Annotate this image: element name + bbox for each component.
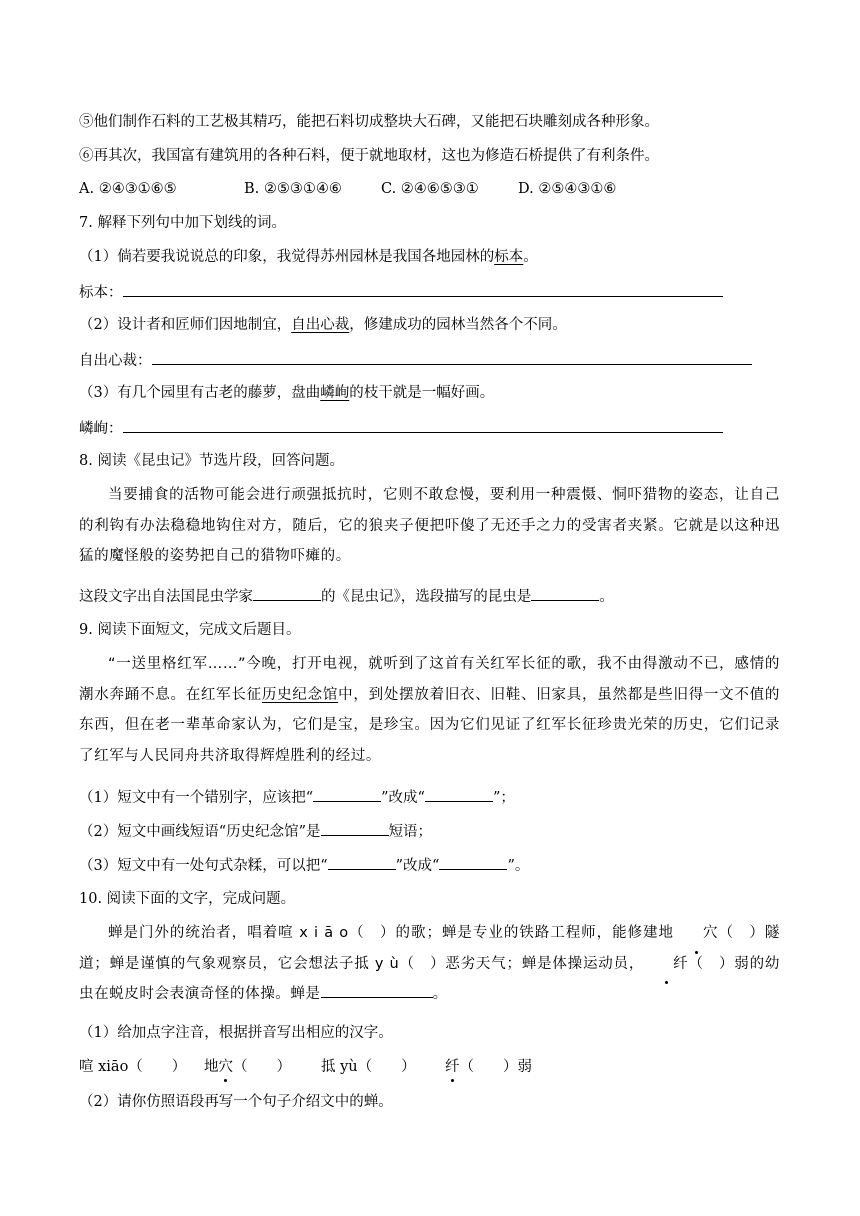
q9-question-3: （3）短文中有一处句式杂糅，可以把“ ”改成“ ”。 — [79, 855, 780, 876]
dotted-char: 纤 — [445, 1059, 460, 1075]
answer-blank[interactable] — [123, 281, 723, 297]
q7-answer-3: 嶙峋： — [79, 417, 780, 439]
fill-yu[interactable]: 抵 yù（ ） — [321, 1059, 416, 1075]
q6-sentence-5: ⑤他们制作石料的工艺极其精巧，能把石料切成整块大石碑，又能把石块雕刻成各种形象。 — [79, 114, 659, 130]
option-d[interactable]: D. ②⑤④③①⑥ — [518, 181, 617, 197]
answer-blank[interactable] — [425, 787, 493, 802]
q7-title: 7. 解释下列句中加下划线的词。 — [79, 215, 286, 231]
q9-title: 9. 阅读下面短文，完成文后题目。 — [79, 622, 301, 638]
q8-title: 8. 阅读《昆虫记》节选片段，回答问题。 — [79, 453, 344, 469]
q9-passage: “一送里格红军……”今晚，打开电视，就听到了这首有关红军长征的歌，我不由得激动不已，感情的潮水奔踊不息。在红军长征历史纪念馆中，到处摆放着旧衣、旧鞋、旧家具，虽然都是些旧得一文不值的东西，但在老一辈革命家认为，它们是宝，是珍宝。因为它们见证了红军长征珍贵光荣的历史，它们记录了红军与人民同舟共济取得辉煌胜利的经过。 — [79, 656, 780, 764]
option-c[interactable]: C. ②④⑥⑤③① — [381, 181, 479, 197]
q10-fill-row — [79, 1057, 780, 1077]
answer-blank[interactable] — [313, 787, 381, 802]
fill-xiao[interactable]: 喧 xiāo（ ） — [79, 1059, 187, 1075]
answer-blank[interactable] — [152, 349, 752, 365]
underlined-word: 自出心裁 — [291, 317, 350, 333]
dotted-char: 纤 — [644, 949, 688, 980]
q7-answer-2: 自出心裁： — [79, 349, 780, 371]
answer-blank[interactable] — [328, 855, 396, 870]
q10-passage: 蝉是门外的统治者，唱着喧 x i ā o（ ）的歌；蝉是专业的铁路工程师，能修建地 穴（ ）隧道；蝉是谨慎的气象观察员，它会想法子抵 y ù（ ）恶劣天气；蝉是体操运动员， 纤（ ）弱的幼虫在蜕皮时会表演奇怪的体操。蝉是 。 — [79, 918, 780, 1010]
q6-options — [79, 179, 780, 199]
fill-xian[interactable]: 纤（ ）弱 — [445, 1059, 532, 1075]
dotted-char: 穴 — [674, 918, 718, 949]
answer-blank[interactable] — [531, 586, 599, 601]
q6-sentence-6: ⑥再其次，我国富有建筑用的各种石料，便于就地取材，这也为修造石桥提供了有利条件。 — [79, 148, 659, 164]
option-a[interactable]: A. ②④③①⑥⑤ — [79, 181, 177, 197]
dotted-char: 穴 — [218, 1059, 233, 1075]
underlined-word: 标本 — [494, 249, 524, 265]
underlined-word: 嶙峋 — [320, 385, 350, 401]
answer-blank[interactable] — [439, 855, 507, 870]
q10-question-2: （2）请你仿照语段再写一个句子介绍文中的蝉。 — [79, 1094, 393, 1110]
answer-blank[interactable] — [321, 983, 433, 998]
q8-question: 这段文字出自法国昆虫学家 的《昆虫记》，选段描写的昆虫是 。 — [79, 586, 780, 607]
q8-passage: 当要捕食的活物可能会进行顽强抵抗时，它则不敢怠慢，要利用一种震慑、恫吓猎物的姿态，让自己的利钩有办法稳稳地钩住对方，随后，它的狼夹子便把吓傻了无还手之力的受害者夹紧。它就是以这种迅猛的魔怪般的姿势把自己的猎物吓瘫的。 — [79, 487, 780, 564]
q7-sentence-3: （3）有几个园里有古老的藤萝，盘曲嶙峋的枝干就是一幅好画。 — [79, 385, 495, 401]
answer-blank[interactable] — [123, 417, 723, 433]
q7-answer-1: 标本： — [79, 281, 780, 303]
underlined-phrase: 历史纪念馆 — [261, 686, 339, 703]
answer-blank[interactable] — [253, 586, 321, 601]
answer-blank[interactable] — [321, 821, 389, 836]
q7-sentence-1: （1）倘若要我说说总的印象，我觉得苏州园林是我国各地园林的标本。 — [79, 249, 538, 265]
q10-title: 10. 阅读下面的文字，完成问题。 — [79, 891, 296, 907]
q10-question-1: （1）给加点字注音，根据拼音写出相应的汉字。 — [79, 1025, 393, 1041]
q9-question-1: （1）短文中有一个错别字，应该把“ ”改成“ ”； — [79, 787, 780, 808]
q7-sentence-2: （2）设计者和匠师们因地制宜，自出心裁，修建成功的园林当然各个不同。 — [79, 317, 567, 333]
option-b[interactable]: B. ②⑤③①④⑥ — [244, 181, 342, 197]
q9-question-2: （2）短文中画线短语“历史纪念馆”是 短语； — [79, 821, 780, 842]
fill-xue[interactable]: 地穴（ ） — [204, 1059, 291, 1075]
